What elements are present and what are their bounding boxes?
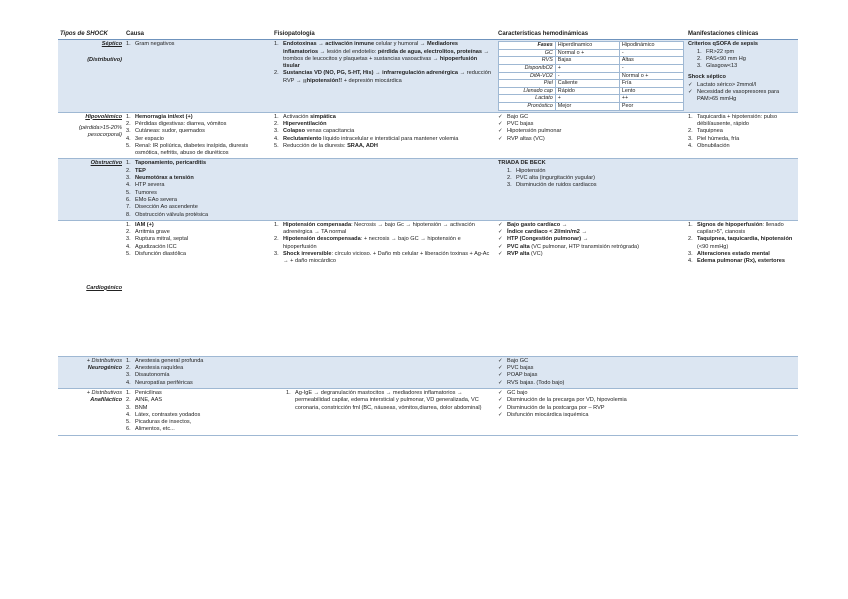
list-item: 2. AINE, AAS bbox=[126, 397, 163, 404]
type-name: Hipovolémico bbox=[85, 113, 122, 120]
row-hipovolemico bbox=[58, 112, 798, 159]
list-item: ✓ HTP (Congestión pulmonar) → bbox=[498, 236, 589, 243]
check-icon: ✓ bbox=[688, 81, 693, 88]
list-item: 8. Obstrucción válvula protésica bbox=[126, 211, 209, 218]
hemo-hipovolemico bbox=[496, 112, 686, 159]
type-hipovolemico bbox=[58, 112, 124, 159]
type-prefix: + Distributivos bbox=[86, 389, 122, 396]
table-row: GC Normal o + - bbox=[499, 49, 684, 57]
list-item: ✓ PVC alta (VC pulmonar, HTP transmisión retrógrada) bbox=[498, 243, 640, 250]
list-item: ✓ PVC bajas bbox=[498, 365, 534, 372]
cause-septico bbox=[124, 40, 272, 112]
list-item: 3. Glasgow<13 bbox=[697, 63, 738, 70]
cause-neurogenico bbox=[124, 356, 272, 388]
check-icon: ✓ bbox=[498, 243, 503, 250]
list-item: 3. Neumotórax a tensión bbox=[126, 175, 194, 182]
list-item: 1. Endotoxinas → activación inmune celular y humoral → Mediadores inflamatorios → lesión del endotelio: pérdida de agua, electrolitos, proteínas → trombos de leucocitos y plaquetas + sustancias vasoactivas → hipoperfusión tisular bbox=[274, 41, 490, 70]
list-item: 2. Pérdidas digestivas: diarrea, vómitos bbox=[126, 120, 227, 127]
list-item: 2. Anestesia raquídea bbox=[126, 365, 184, 372]
list-item: 1. Signos de hipoperfusión: llenado capilar>5", cianosis bbox=[688, 221, 784, 236]
list-item: 4. Agudización ICC bbox=[126, 243, 177, 250]
table-row: Fases Hiperdinamico Hipodinámico bbox=[499, 42, 684, 50]
list-item: ✓ RVP alta (VC) bbox=[498, 250, 543, 257]
check-icon: ✓ bbox=[498, 397, 503, 404]
row-anafilactico bbox=[58, 388, 798, 435]
qsofa-title: Criterios qSOFA de sepsis bbox=[688, 41, 759, 48]
type-name: Neurogénico bbox=[87, 365, 122, 372]
header-type: Tipos de SHOCK bbox=[58, 30, 124, 40]
list-item: ✓ Lactato sérico> 2mmol/l bbox=[688, 81, 757, 88]
list-item: 1. Penicilinas bbox=[126, 389, 162, 396]
cause-obstructivo bbox=[124, 159, 272, 220]
type-subtitle: (Distributivo) bbox=[87, 56, 122, 63]
type-cardiogenico bbox=[58, 220, 124, 356]
physio-obstructivo bbox=[272, 159, 496, 220]
list-item: 2. Hipotensión descompensada: + necrosis → bajo GC → hipotensión e hipoperfusión bbox=[274, 236, 461, 250]
list-item: 3. Colapso venas capacitancia bbox=[274, 128, 355, 135]
table-row: DisponibO2 + - bbox=[499, 65, 684, 73]
list-item: 5. Reducción de la diuresis: SRAA, ADH bbox=[274, 142, 378, 149]
list-item: 4. 3er espacio bbox=[126, 135, 164, 142]
check-icon: ✓ bbox=[688, 89, 693, 96]
list-item: ✓ Hipotensión pulmonar bbox=[498, 128, 562, 135]
shock-summary-page bbox=[58, 30, 798, 436]
cause-cardiogenico bbox=[124, 220, 272, 356]
type-neurogenico bbox=[58, 356, 124, 388]
type-name: Anafiláctico bbox=[90, 397, 122, 404]
clinical-neurogenico bbox=[686, 356, 798, 388]
clinical-cardiogenico bbox=[686, 220, 798, 356]
check-icon: ✓ bbox=[498, 250, 503, 257]
list-item: 6. Alimentos, etc... bbox=[126, 426, 175, 433]
check-icon: ✓ bbox=[498, 365, 503, 372]
type-name: Séptico bbox=[101, 41, 122, 48]
list-item: 5. Disfunción diastólica bbox=[126, 250, 186, 257]
type-anafilactico bbox=[58, 388, 124, 435]
type-septico bbox=[58, 40, 124, 112]
table-row: Llenado cap Rápido Lento bbox=[499, 87, 684, 95]
shock-table bbox=[58, 30, 798, 436]
list-item: 1. Hemorragia int/ext (+) bbox=[126, 113, 193, 120]
list-item: 3. Disautonomía bbox=[126, 372, 170, 379]
clinical-hipovolemico bbox=[686, 112, 798, 159]
list-item: 3. BNM bbox=[126, 404, 148, 411]
list-item: 7. Disección Ao ascendente bbox=[126, 204, 198, 211]
list-item: ✓ RVS bajas. (Todo bajo) bbox=[498, 379, 565, 386]
table-row: Lactato + ++ bbox=[499, 95, 684, 103]
physio-anafilactico bbox=[272, 388, 496, 435]
clinical-anafilactico bbox=[686, 388, 798, 435]
hemo-cardiogenico bbox=[496, 220, 686, 356]
hemo-septico bbox=[496, 40, 686, 112]
check-icon: ✓ bbox=[498, 372, 503, 379]
list-item: ✓ GC bajo bbox=[498, 389, 528, 396]
list-item: 1. Taponamiento, pericarditis bbox=[126, 160, 207, 167]
list-item: 3. Ruptura mitral, septal bbox=[126, 236, 189, 243]
list-item: ✓ Bajo GC bbox=[498, 113, 529, 120]
table-row: Pronóstico Mejor Peor bbox=[499, 103, 684, 111]
physio-cardiogenico bbox=[272, 220, 496, 356]
table-row: DifA-VO2 - Normal o + bbox=[499, 72, 684, 80]
list-item: 2. Taquipnea bbox=[688, 128, 723, 135]
list-item: 2. Hiperventilación bbox=[274, 120, 327, 127]
check-icon: ✓ bbox=[498, 135, 503, 142]
list-item: 2. TEP bbox=[126, 167, 146, 174]
list-item: ✓ Disfunción miocárdica isquémica bbox=[498, 411, 589, 418]
table-row: RVS Bajas Altas bbox=[499, 57, 684, 65]
list-item: 2. Sustancias VD (NO, PG, 5-HT, His) → infrarregulación adrenérgica → reducción RVP → ¡¡hipotensión!! + depresión miocárdica bbox=[274, 70, 491, 84]
physio-septico bbox=[272, 40, 496, 112]
type-prefix: + Distributivos bbox=[86, 357, 122, 364]
list-item: ✓ Bajo gasto cardíaco → bbox=[498, 221, 568, 228]
type-subtitle: (pérdida>15-20% pesocorporal) bbox=[78, 124, 122, 139]
beck-triad-title: TRIADA DE BECK bbox=[498, 160, 546, 167]
check-icon: ✓ bbox=[498, 229, 503, 236]
list-item: ✓ PVC bajas bbox=[498, 120, 534, 127]
list-item: ✓ Necesidad de vasopresores para PAM>65 mmHg bbox=[688, 89, 780, 103]
clinical-septico bbox=[686, 40, 798, 112]
check-icon: ✓ bbox=[498, 128, 503, 135]
list-item: 4. Neuropatías periféricas bbox=[126, 379, 193, 386]
list-item: 4. Edema pulmonar (Rx), estertores bbox=[688, 258, 785, 265]
check-icon: ✓ bbox=[498, 379, 503, 386]
list-item: 4. Látex, contrastes yodados bbox=[126, 411, 201, 418]
list-item: 1. Ag-IgE → degranulación mastocitos → mediadores inflamatorios → permeabilidad capilar, edema intersticial y pulmonar, VD generalizada, VC coronaria, constricción fml (BC, náuseas, vómitos,diarrea, dolor abdominal) bbox=[286, 389, 482, 411]
list-item: 1. Gram negativos bbox=[126, 41, 175, 48]
check-icon: ✓ bbox=[498, 236, 503, 243]
list-item: 5. Picaduras de insectos, bbox=[126, 419, 192, 426]
type-name: Cardiogénico bbox=[86, 284, 122, 291]
table-row: Piel Caliente Fría bbox=[499, 80, 684, 88]
list-item: 5. Renal: IR poliúrica, diabetes insípida, diuresis osmótica, nefritis, abuso de diuréticos bbox=[126, 142, 249, 157]
list-item: 2. Taquipnea, taquicardia, hipotensión (<90 mmHg) bbox=[688, 236, 793, 250]
list-item: 3. Alteraciones estado mental bbox=[688, 250, 770, 257]
cause-hipovolemico bbox=[124, 112, 272, 159]
list-item: ✓ Disminución de la precarga por VD, hipovolemia bbox=[498, 397, 627, 404]
check-icon: ✓ bbox=[498, 120, 503, 127]
check-icon: ✓ bbox=[498, 389, 503, 396]
list-item: 4. Reclutamiento líquido intracelular e intersticial para mantener volemia bbox=[274, 135, 459, 142]
hemo-anafilactico bbox=[496, 388, 686, 435]
list-item: 2. PVC alta (ingurgitación yugular) bbox=[507, 175, 595, 182]
clinical-obstructivo bbox=[686, 159, 798, 220]
hemo-obstructivo bbox=[496, 159, 686, 220]
list-item: 1. Hipotensión compensada: Necrosis → bajo Gc → hipotensión → activación adrenérgica → TA normal bbox=[274, 221, 475, 236]
header-clinical: Manifestaciones clínicas bbox=[686, 30, 798, 40]
header-hemo: Características hemodinámicas bbox=[496, 30, 686, 40]
hemo-neurogenico bbox=[496, 356, 686, 388]
list-item: ✓ Disminución de la postcarga por – RVP bbox=[498, 404, 605, 411]
list-item: 5. Tumores bbox=[126, 189, 157, 196]
list-item: 1. Anestesia general profunda bbox=[126, 357, 204, 364]
shock-septico-title: Shock séptico bbox=[688, 74, 726, 81]
physio-hipovolemico bbox=[272, 112, 496, 159]
list-item: 3. Shock irreversible: círculo vicioso. + Daño mb celular + liberación toxinas + Ag-Ac → + daño miocárdico bbox=[274, 250, 490, 265]
list-item: 2. Arritmia grave bbox=[126, 229, 170, 236]
list-item: ✓ POAP bajas bbox=[498, 372, 538, 379]
row-neurogenico bbox=[58, 356, 798, 388]
row-septico bbox=[58, 40, 798, 112]
row-obstructivo bbox=[58, 159, 798, 220]
list-item: 4. HTP severa bbox=[126, 182, 165, 189]
list-item: 2. PAS<90 mm Hg bbox=[697, 55, 746, 62]
list-item: 3. Disminución de ruidos cardiacos bbox=[507, 182, 597, 189]
physio-neurogenico bbox=[272, 356, 496, 388]
list-item: ✓ RVP altas (VC) bbox=[498, 135, 545, 142]
header-cause: Causa bbox=[124, 30, 272, 40]
check-icon: ✓ bbox=[498, 113, 503, 120]
list-item: 4. Obnubilación bbox=[688, 142, 730, 149]
check-icon: ✓ bbox=[498, 357, 503, 364]
cause-anafilactico bbox=[124, 388, 272, 435]
list-item: 1. IAM (+) bbox=[126, 221, 154, 228]
list-item: ✓ Índice cardíaco < 2l/min/m2 → bbox=[498, 229, 588, 236]
list-item: 1. Taquicardia + hipotensión: pulso débil/ausente, rápido bbox=[688, 113, 778, 127]
type-name: Obstructivo bbox=[90, 160, 122, 167]
list-item: 1. Activación simpática bbox=[274, 113, 336, 120]
list-item: 1. FR>22 rpm bbox=[697, 48, 735, 55]
hemo-phase-table bbox=[498, 41, 684, 110]
header-row bbox=[58, 30, 798, 40]
list-item: ✓ Bajo GC bbox=[498, 357, 529, 364]
row-cardiogenico bbox=[58, 220, 798, 356]
list-item: 1. Hipotensión bbox=[507, 167, 546, 174]
check-icon: ✓ bbox=[498, 221, 503, 228]
list-item: 6. EMo EAo severa bbox=[126, 196, 177, 203]
check-icon: ✓ bbox=[498, 411, 503, 418]
header-physio: Fisiopatología bbox=[272, 30, 496, 40]
list-item: 3. Cutáneas: sudor, quemados bbox=[126, 128, 205, 135]
check-icon: ✓ bbox=[498, 404, 503, 411]
list-item: 3. Piel húmeda, fría bbox=[688, 135, 740, 142]
type-obstructivo bbox=[58, 159, 124, 220]
